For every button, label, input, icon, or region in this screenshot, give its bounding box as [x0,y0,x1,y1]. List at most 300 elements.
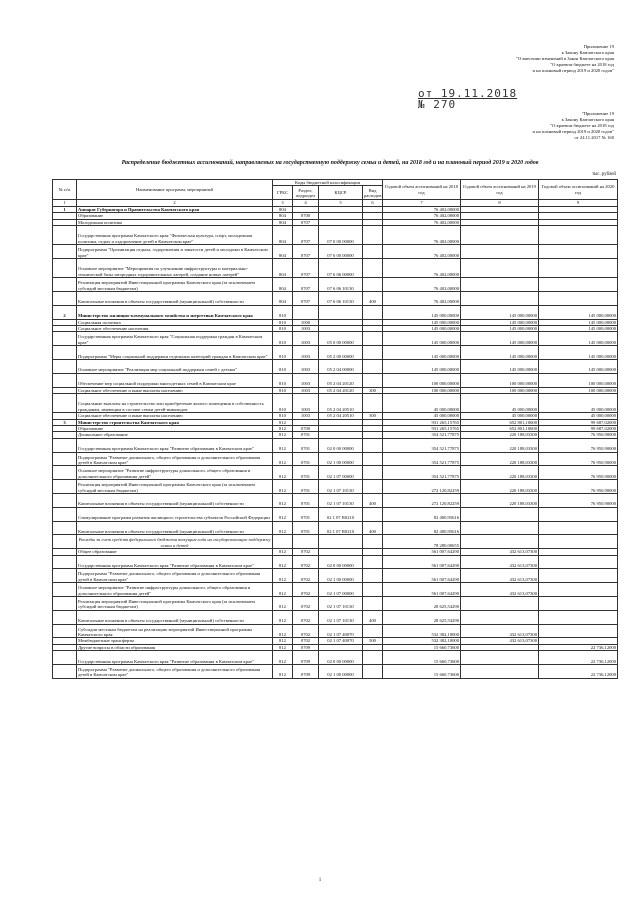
row-razdel: 0707 [293,226,319,245]
row-name: Министерство строительства Камчатского края [77,419,273,425]
appendix-header-original [394,111,614,141]
row-grbs: 810 [273,319,293,325]
row-vr [363,664,383,678]
row-vr: 300 [363,413,383,419]
row-name: Подпрограмма "Развитие дошкольного, общего образования и дополнительного образования детей в Камчатском крае" [77,452,273,466]
row-2020: 76 950,90000 [539,494,618,508]
table-row [53,452,618,466]
row-name: Капитальные вложения в объекты государственной (муниципальной) собственности [77,494,273,508]
row-number [53,555,77,569]
row-2019 [461,521,539,535]
row-name: Капитальные вложения в объекты государственной (муниципальной) собственности [77,292,273,306]
row-2019: 432 613,07300 [461,624,539,638]
row-2019: 652 801,10600 [461,426,539,432]
header-2020: Годовой объем ассигнований на 2020 год [539,180,618,200]
row-number [53,452,77,466]
row-vr [363,624,383,638]
row-ksr: 02 1 07 40070 [319,638,363,644]
row-ksr: 05 2 04 20510 [319,413,363,419]
row-grbs: 810 [273,326,293,332]
column-number: 1 [53,200,77,206]
row-vr [363,259,383,278]
header-codes: Коды бюджетной классификации [273,180,383,186]
row-name: Общее образование [77,549,273,555]
row-2020 [539,226,618,245]
row-2020 [539,245,618,259]
row-razdel: 1003 [293,373,319,387]
row-number [53,494,77,508]
row-2018: 100 000,00000 [383,387,461,393]
table-row [53,413,618,419]
appendix-header-line: "О краевом бюджете на 2018 год [550,62,614,67]
row-razdel: 0700 [293,213,319,219]
row-vr [363,583,383,597]
row-name: Аппарат Губернатора и Правительства Камчатского края [77,206,273,212]
row-2018: 561 007,64290 [383,583,461,597]
row-razdel: 1003 [293,360,319,374]
row-vr [363,346,383,360]
row-2020 [539,624,618,638]
row-2019 [461,245,539,259]
row-ksr: 05 2 04 00000 [319,360,363,374]
row-ksr: 02 1 07 10130 [319,494,363,508]
header-ksr: КЦСР [319,186,363,200]
row-2018: 931 265,15765 [383,419,461,425]
row-grbs: 804 [273,219,293,225]
row-2019 [461,535,539,549]
row-2018: 45 000,00000 [383,413,461,419]
row-razdel: 0701 [293,452,319,466]
row-grbs: 812 [273,419,293,425]
row-2020: 145 000,00000 [539,326,618,332]
row-number [53,292,77,306]
row-2018: 15 660,73600 [383,651,461,665]
row-number: 3 [53,419,77,425]
row-2018: 532 382,10000 [383,624,461,638]
column-number: 8 [461,200,539,206]
row-vr: 400 [363,292,383,306]
row-grbs: 812 [273,664,293,678]
row-razdel: 0702 [293,583,319,597]
row-2020 [539,583,618,597]
row-ksr [319,305,363,319]
row-2019 [461,278,539,292]
row-grbs: 812 [273,596,293,610]
column-number: 9 [539,200,618,206]
row-grbs: 812 [273,644,293,650]
row-razdel: 1003 [293,326,319,332]
row-razdel: 0707 [293,219,319,225]
row-2019: 145 000,00000 [461,360,539,374]
registration-stamp [418,88,517,110]
row-2019 [461,259,539,278]
column-number: 7 [383,200,461,206]
row-razdel: 0701 [293,494,319,508]
row-grbs: 812 [273,480,293,494]
row-2018: 561 007,64290 [383,549,461,555]
row-grbs: 812 [273,452,293,466]
row-2019 [461,596,539,610]
row-ksr: 05 2 04 20120 [319,387,363,393]
row-number [53,610,77,624]
row-2018: 272 120,82259 [383,494,461,508]
row-name: Государственная программа Камчатского края "Развитие образования в Камчатском крае" [77,651,273,665]
row-ksr: 02 1 07 R0210 [319,521,363,535]
row-number [53,507,77,521]
row-2020: 99 687,02000 [539,419,618,425]
table-row [53,346,618,360]
row-ksr: 02 1 07 R0210 [319,507,363,521]
row-razdel [293,535,319,549]
row-ksr: 02 1 07 00000 [319,583,363,597]
header-grbs: ГРБС [273,186,293,200]
row-razdel: 0707 [293,245,319,259]
row-name: Основное мероприятие "Реализация мер социальной поддержки семей с детьми" [77,360,273,374]
row-2020: 76 950,90000 [539,438,618,452]
row-grbs: 812 [273,466,293,480]
row-2018: 76 402,00000 [383,259,461,278]
row-vr [363,438,383,452]
row-number: 1 [53,206,77,212]
row-ksr: 02 1 00 00000 [319,664,363,678]
row-number [53,245,77,259]
row-2018: 76 402,00000 [383,292,461,306]
row-2018: 100 000,00000 [383,373,461,387]
row-grbs: 804 [273,206,293,212]
row-2018: 145 000,00000 [383,346,461,360]
table-row [53,555,618,569]
row-2018: 76 402,00000 [383,245,461,259]
appendix-header-line: от 24.11.2017 № 160 [574,135,614,140]
row-razdel: 1003 [293,332,319,346]
row-2019: 432 613,07300 [461,569,539,583]
row-2019: 145 000,00000 [461,326,539,332]
row-name: Государственная программа Камчатского края "Развитие образования в Камчатском крае" [77,438,273,452]
row-2020 [539,535,618,549]
row-razdel: 0701 [293,466,319,480]
row-2018: 76 402,00000 [383,213,461,219]
appendix-header-line: и на плановый период 2019 и 2020 годов" [532,68,614,73]
column-number: 6 [363,200,383,206]
row-grbs: 812 [273,494,293,508]
row-2018: 354 521,77875 [383,432,461,438]
row-2018: 78 280,00655 [383,535,461,549]
row-2018: 272 120,82259 [383,480,461,494]
row-grbs: 812 [273,624,293,638]
row-2020 [539,610,618,624]
row-razdel: 0707 [293,278,319,292]
row-2019 [461,507,539,521]
row-grbs: 804 [273,259,293,278]
row-2018: 76 402,00000 [383,278,461,292]
row-2019 [461,651,539,665]
row-grbs [273,535,293,549]
row-razdel: 0709 [293,651,319,665]
row-2018: 76 402,00000 [383,226,461,245]
row-vr [363,360,383,374]
row-2019: 45 000,00000 [461,394,539,413]
row-name: Основное мероприятие "Развитие инфраструктуры дошкольного, общего образования и дополнительного образования детей" [77,583,273,597]
row-number [53,394,77,413]
column-number: 4 [293,200,319,206]
row-ksr: 05 0 00 00000 [319,332,363,346]
row-2018: 45 000,00000 [383,394,461,413]
row-2019: 45 000,00000 [461,413,539,419]
row-2018: 532 382,10000 [383,638,461,644]
table-row [53,494,618,508]
row-grbs: 812 [273,583,293,597]
row-2018: 931 265,15765 [383,426,461,432]
row-2020: 76 950,90000 [539,480,618,494]
row-name: Социальные выплаты на строительство или приобретение жилого помещения в собственность гражданам, имеющим в составе семьи детей-инвалидов [77,394,273,413]
row-razdel: 1003 [293,387,319,393]
stamp-date: от 19.11.2018 [418,87,518,100]
row-vr [363,651,383,665]
row-name: Подпрограмма "Развитие дошкольного, общего образования и дополнительного образования детей в Камчатском крае" [77,664,273,678]
page-number: 1 [318,878,322,883]
row-grbs: 812 [273,555,293,569]
row-2019: 220 188,03300 [461,494,539,508]
row-2020: 145 000,00000 [539,319,618,325]
row-2018: 82 400,95616 [383,521,461,535]
row-vr [363,507,383,521]
row-2020: 45 000,00000 [539,413,618,419]
row-2019: 145 000,00000 [461,332,539,346]
row-number [53,360,77,374]
row-number: 2 [53,305,77,319]
row-number [53,480,77,494]
row-2019: 220 188,03300 [461,480,539,494]
row-number [53,259,77,278]
row-razdel: 0702 [293,624,319,638]
row-2018: 354 521,77875 [383,466,461,480]
row-ksr: 02 1 07 40070 [319,624,363,638]
row-2019: 652 801,10600 [461,419,539,425]
row-ksr [319,535,363,549]
table-row [53,480,618,494]
row-name: Реализация мероприятий Инвестиционной программы Камчатского края (за исключением субсидий местным бюджетам) [77,278,273,292]
row-2018: 28 625,54290 [383,596,461,610]
row-name: Основное мероприятие "Мероприятия по улучшению инфраструктуры и материально-технической базы загородных оздоровительных лагерей, создание новых лагерей" [77,259,273,278]
row-2020: 22 736,12000 [539,664,618,678]
header-name: Наименование программ, мероприятий [77,180,273,200]
row-number [53,535,77,549]
appendix-header-line: "О внесении изменений в Закон Камчатского края [516,56,614,61]
row-razdel: 0701 [293,507,319,521]
row-name: Образование [77,426,273,432]
row-vr [363,555,383,569]
column-number: 5 [319,200,363,206]
table-row [53,292,618,306]
row-2020 [539,507,618,521]
table-row [53,245,618,259]
row-number [53,466,77,480]
row-ksr: 05 2 04 20120 [319,373,363,387]
table-body [53,206,618,678]
row-vr [363,535,383,549]
row-2018: 15 660,73600 [383,664,461,678]
row-2018: 561 007,64290 [383,555,461,569]
row-grbs: 804 [273,292,293,306]
row-name: Социальная политика [77,319,273,325]
row-ksr: 02 0 00 00000 [319,438,363,452]
row-ksr: 07 0 00 00000 [319,226,363,245]
row-name: Государственная программа Камчатского края "Физическая культура, спорт, молодежная политика, отдых и оздоровление детей в Камчатском крае" [77,226,273,245]
row-razdel [293,305,319,319]
row-2020: 45 000,00000 [539,394,618,413]
row-2020: 76 950,90000 [539,432,618,438]
row-name: Подпрограмма "Организация отдыха, оздоровления и занятости детей и молодежи в Камчатском крае" [77,245,273,259]
row-razdel: 0701 [293,521,319,535]
row-vr: 300 [363,387,383,393]
appendix-header-line: "Приложение 19 [581,111,614,116]
row-2020: 99 687,02000 [539,426,618,432]
row-name: Капитальные вложения в объекты государственной (муниципальной) собственности [77,610,273,624]
row-ksr: 02 0 00 00000 [319,555,363,569]
row-vr [363,332,383,346]
table-row [53,521,618,535]
row-vr [363,569,383,583]
table-row [53,332,618,346]
table-row [53,226,618,245]
row-number [53,373,77,387]
row-vr: 400 [363,610,383,624]
row-2019: 220 188,03300 [461,466,539,480]
table-row [53,373,618,387]
row-number [53,583,77,597]
row-2018: 145 000,00000 [383,326,461,332]
row-grbs: 812 [273,569,293,583]
row-grbs: 810 [273,387,293,393]
row-2018: 145 000,00000 [383,332,461,346]
row-vr: 400 [363,494,383,508]
row-2019: 220 188,03300 [461,432,539,438]
row-name: Капитальные вложения в объекты государственной (муниципальной) собственности [77,521,273,535]
row-razdel: 1003 [293,346,319,360]
header-razdel: Раздел, подраздел [293,186,319,200]
row-2020: 22 736,12000 [539,644,618,650]
row-2019 [461,292,539,306]
row-grbs: 812 [273,438,293,452]
header-num: № п/п [53,180,77,200]
table-row [53,624,618,638]
row-grbs: 812 [273,610,293,624]
row-2020 [539,555,618,569]
row-2020: 100 000,00000 [539,373,618,387]
row-2018: 145 000,00000 [383,319,461,325]
row-2020: 145 000,00000 [539,332,618,346]
row-2020 [539,521,618,535]
row-vr [363,373,383,387]
row-vr [363,452,383,466]
row-name: Межбюджетные трансферты [77,638,273,644]
row-2020: 145 000,00000 [539,360,618,374]
row-2018: 76 402,00000 [383,206,461,212]
table-row [53,664,618,678]
table-row [53,438,618,452]
table-row [53,305,618,319]
row-2019 [461,226,539,245]
row-name: Расходы за счет средств федерального бюджета текущим года на государственную поддержку семьи и детей [77,535,273,549]
row-number [53,438,77,452]
header-vr: Вид расходов [364,187,382,198]
appendix-header-line: "О краевом бюджете на 2018 год [550,123,614,128]
row-ksr: 07 6 06 10130 [319,278,363,292]
row-ksr: 07 6 00 00000 [319,245,363,259]
appendix-header-line: Приложение 19 [583,44,614,49]
row-ksr: 02 1 07 00000 [319,466,363,480]
row-number [53,569,77,583]
row-razdel: 0702 [293,549,319,555]
row-vr [363,394,383,413]
row-number [53,596,77,610]
row-name: Молодежная политика [77,219,273,225]
row-number [53,651,77,665]
row-ksr: 05 2 00 00000 [319,346,363,360]
row-name: Образование [77,213,273,219]
table-row [53,569,618,583]
row-razdel: 0702 [293,555,319,569]
row-vr [363,596,383,610]
row-name: Социальное обеспечение населения [77,326,273,332]
row-ksr: 07 6 06 10130 [319,292,363,306]
row-ksr: 05 2 04 20510 [319,394,363,413]
row-name: Обеспечение мер социальной поддержки многодетных семей в Камчатском крае [77,373,273,387]
row-2020: 76 950,90000 [539,466,618,480]
row-vr [363,305,383,319]
row-number [53,226,77,245]
row-2020: 76 950,90000 [539,452,618,466]
row-ksr: 02 1 07 10130 [319,610,363,624]
row-razdel: 0709 [293,664,319,678]
row-2020 [539,596,618,610]
table-row [53,466,618,480]
row-vr: 500 [363,638,383,644]
row-number [53,664,77,678]
row-vr [363,226,383,245]
row-vr: 400 [363,521,383,535]
row-name: Другие вопросы в области образования [77,644,273,650]
appendix-header-line: к Закону Камчатского края [561,117,614,122]
row-vr [363,466,383,480]
row-name: Подпрограмма "Меры социальной поддержки отдельных категорий граждан в Камчатском крае" [77,346,273,360]
row-grbs: 812 [273,638,293,644]
row-2020: 145 000,00000 [539,305,618,319]
row-grbs: 812 [273,426,293,432]
row-razdel: 1000 [293,319,319,325]
row-ksr: 02 0 00 00000 [319,651,363,665]
table-row [53,651,618,665]
header-2019: Годовой объем ассигнований на 2019 год [461,180,539,200]
row-2019: 432 613,07300 [461,549,539,555]
row-2019: 145 000,00000 [461,346,539,360]
table-row [53,535,618,549]
header-2018: Годовой объем ассигнований на 2018 год [383,180,461,200]
row-name: Подпрограмма "Развитие дошкольного, общего образования и дополнительного образования детей в Камчатском крае" [77,569,273,583]
row-2019 [461,610,539,624]
row-name: Дошкольное образование [77,432,273,438]
row-2018: 82 400,95616 [383,507,461,521]
row-razdel: 0701 [293,480,319,494]
row-2020: 145 000,00000 [539,346,618,360]
table-row [53,360,618,374]
row-ksr: 02 1 00 00000 [319,569,363,583]
budget-table [52,179,618,679]
row-razdel: 0702 [293,596,319,610]
row-name: Реализация мероприятий Инвестиционной программы Камчатского края (за исключением субсидий местным бюджетам) [77,596,273,610]
row-grbs: 804 [273,213,293,219]
row-name: Социальное обеспечение и иные выплаты населению [77,413,273,419]
